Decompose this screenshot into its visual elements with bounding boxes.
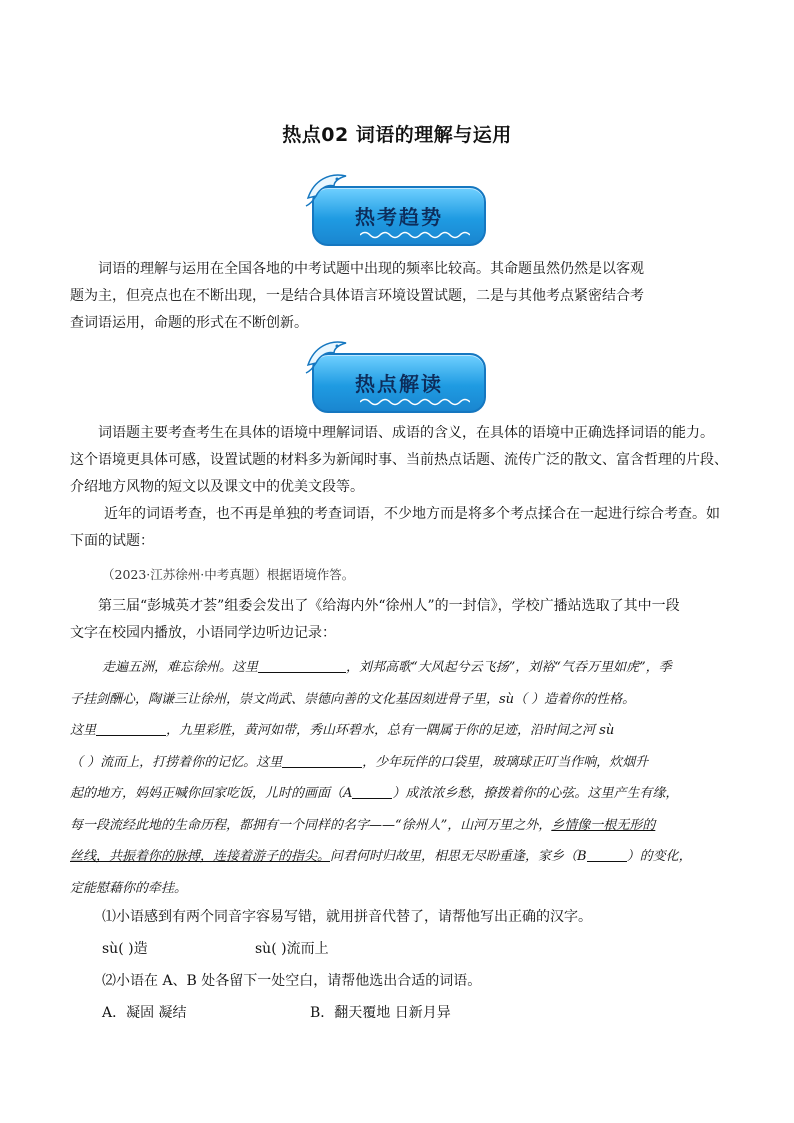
letter-line: （ ）流而上，打捞着你的记忆。这里 ，少年玩伴的口袋里，玻璃球正叮当作响，炊烟升	[70, 754, 649, 770]
trend-paragraph	[70, 256, 760, 337]
letter-line: 起的地方，妈妈正喊你回家吃饭，儿时的画面（A ）成浓浓乡愁，撩拨着你的心弦。这里产生有缘，	[70, 786, 679, 801]
blank-field[interactable]	[282, 753, 362, 768]
text-line: 这个语境更具体可感，设置试题的材料多为新闻时事、当前热点话题、流传广泛的散文、富含哲理的片段、	[70, 452, 728, 468]
section-badge-interpret	[312, 353, 486, 413]
text-line: 文字在校园内播放，小语同学边听边记录：	[70, 625, 336, 641]
text-line: 题为主，但亮点也在不断出现，一是结合具体语言环境设置试题，二是与其他考点紧密结合考	[70, 288, 644, 304]
badge-label: 热考趋势	[355, 205, 443, 229]
q1-answer-a: sù( )造	[102, 941, 148, 957]
text-line: 第三届“彭城英才荟”组委会发出了《给海内外“徐州人”的一封信》，学校广播站选取了其中一段	[98, 598, 680, 614]
blank-field-b[interactable]	[587, 847, 627, 862]
letter-line: 这里 ，九里彩胜，黄河如带，秀山环碧水，总有一隅属于你的足迹，沿时间之河 sù	[70, 723, 615, 738]
text-line: 近年的词语考查，也不再是单独的考查词语，不少地方而是将多个考点揉合在一起进行综合考查。如	[104, 506, 720, 522]
wave-decoration	[360, 230, 470, 240]
page-title: 热点02 词语的理解与运用	[282, 124, 512, 146]
letter-line: 走遍五洲，难忘徐州。这里 ，刘邦高歌“大风起兮云飞扬”，刘裕“气吞万里如虎”，季	[102, 660, 672, 675]
text-line: 词语的理解与运用在全国各地的中考试题中出现的频率比较高。其命题虽然仍然是以客观	[98, 261, 644, 277]
letter-line: 每一段流经此地的生命历程，都拥有一个同样的名字——“徐州人”，山河万里之外，乡情像一根无形的	[70, 817, 656, 833]
badge-label: 热点解读	[355, 372, 443, 396]
text-line: 查词语运用，命题的形式在不断创新。	[70, 315, 308, 331]
blank-field-a[interactable]	[352, 784, 392, 799]
q1-answer-b: sù( )流而上	[255, 941, 329, 957]
blank-field[interactable]	[96, 721, 166, 736]
question-source: （2023·江苏徐州·中考真题）根据语境作答。	[102, 567, 355, 582]
text-line: 下面的试题：	[70, 533, 154, 549]
wave-decoration	[360, 397, 470, 407]
blank-field[interactable]	[258, 658, 346, 673]
q2-option-b[interactable]: B．翻天覆地 日新月异	[310, 1005, 451, 1021]
text-line: 词语题主要考查考生在具体的语境中理解词语、成语的含义，在具体的语境中正确选择词语的能力。	[98, 425, 714, 441]
letter-line: 子挂剑酬心，陶谦三让徐州，崇文尚武、崇德向善的文化基因刻进骨子里，sù（ ）造着你的性格。	[70, 691, 636, 707]
letter-line: 丝线，共振着你的脉搏，连接着游子的指尖。问君何时归故里，相思无尽盼重逢，家乡（B ）的变化，	[70, 849, 692, 864]
text-line: 介绍地方风物的短文以及课文中的优美文段等。	[70, 479, 364, 495]
section-badge-trend	[312, 186, 486, 246]
interpret-paragraph	[70, 420, 770, 555]
q2-option-a[interactable]: A．凝固 凝结	[102, 1005, 187, 1021]
question-2	[102, 968, 762, 995]
letter-excerpt	[70, 652, 770, 904]
question-text: ⑵小语在 A、B 处各留下一处空白，请帮他选出合适的词语。	[102, 973, 482, 989]
question-intro	[70, 593, 770, 647]
letter-line: 定能慰藉你的牵挂。	[70, 880, 188, 896]
question-1	[102, 904, 762, 931]
question-text: ⑴小语感到有两个同音字容易写错，就用拼音代替了，请帮他写出正确的汉字。	[102, 909, 592, 925]
